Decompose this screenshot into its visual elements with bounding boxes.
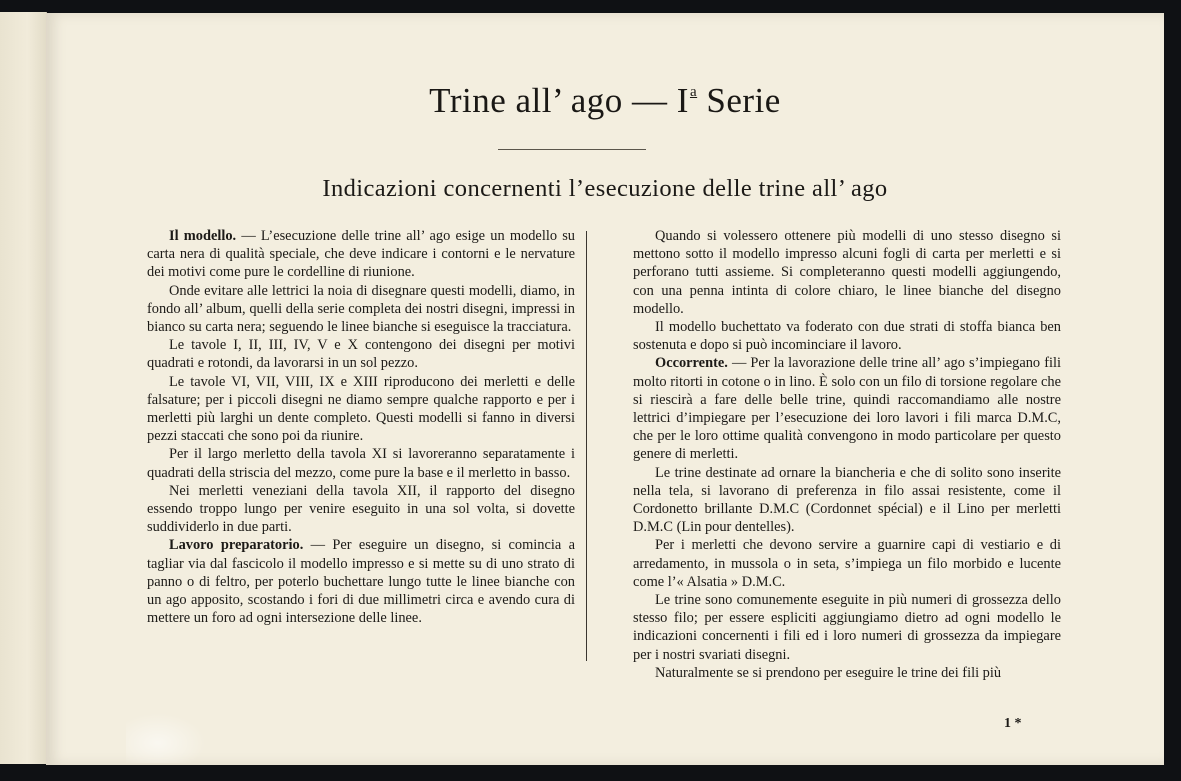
paragraph-text: Per i merletti che devono servire a guarnire capi di vestiario e di arredamento, in mussola o in seta, s’impiega un filo morbido e lucente come l’« Alsatia » D.M.C. <box>633 537 1061 590</box>
column-divider <box>586 231 587 661</box>
paragraph <box>633 591 1061 664</box>
paragraph <box>633 664 1061 682</box>
paragraph-text: Le trine destinate ad ornare la biancheria e che di solito sono inserite nella tela, si lavorano di preferenza in filo assai resistente, come il Cordonetto brillante D.M.C (Cordonnet spécial) e il Lino per merletti D.M.C (Lin pour dentelles). <box>633 464 1061 536</box>
paragraph <box>147 482 575 537</box>
page-number: 1 * <box>1004 716 1022 731</box>
paragraph <box>147 373 575 446</box>
paragraph-heading: Lavoro preparatorio. <box>169 537 304 554</box>
page-subtitle: Indicazioni concernenti l’esecuzione delle trine all’ ago <box>322 175 888 202</box>
paragraph-text: — Per eseguire un disegno, si comincia a tagliar via dal fascicolo il modello impresso e si mette su di uno strato di panno o di feltro, per poterlo buchettare lungo tutte le linee bianche con un ago apposito, scostando i fori di due millimetri circa e avendo cura di mettere un foro ad ogni intersezione delle linee. <box>147 537 575 627</box>
paragraph-text: — L’esecuzione delle trine all’ ago esige un modello su carta nera di qualità speciale, che deve indicare i contorni e le nervature dei motivi come pure le cordelline di riunione. <box>147 228 575 281</box>
paragraph-text: Nei merletti veneziani della tavola XII, il rapporto del disegno essendo troppo lungo per venire eseguito in una sol volta, si dovette suddividerlo in due parti. <box>147 482 575 536</box>
paragraph <box>147 445 575 481</box>
right-column <box>633 227 1061 682</box>
paragraph-text: — Per la lavorazione delle trine all’ ago s’impiegano fili molto ritorti in cotone o in lino. È solo con un filo di torsione regolare che si riescirà a fare delle belle trine, quindi raccomandiamo alle nostre lettrici d’impiegare per l’esecuzione dei loro lavori i fili marca D.M.C, che per le loro ottime qualità convengono in modo particolare per questo genere di merletti. <box>633 355 1061 463</box>
paragraph-text: Il modello buchettato va foderato con due strati di stoffa bianca ben sostenuta e dopo si può incominciare il lavoro. <box>633 319 1061 354</box>
title-serie: Serie <box>706 81 781 120</box>
paragraph-text: Onde evitare alle lettrici la noia di disegnare questi modelli, diamo, in fondo all’ album, quelli della serie completa dei nostri disegni, impressi in bianco su carta nera; seguendo le linee bianche si eseguisce la tracciatura. <box>147 282 575 336</box>
paragraph-text: Per il largo merletto della tavola XI si lavoreranno separatamente i quadrati della striscia del mezzo, come pure la base e il merletto in basso. <box>147 446 575 481</box>
paper-stain <box>126 713 206 763</box>
paragraph-text: Quando si volessero ottenere più modelli di uno stesso disegno si mettono sotto il modello impresso alcuni fogli di carta per merletti e si perforano tutti assieme. Si completeranno questi modelli aggiungendo, con una penna intinta di colore chiaro, le linee bianche del disegno modello. <box>633 228 1061 317</box>
paragraph <box>147 336 575 372</box>
book-page <box>46 13 1164 765</box>
left-column <box>147 227 575 627</box>
title-main: Trine all’ ago — I <box>429 81 689 120</box>
paragraph <box>633 354 1061 463</box>
paragraph <box>633 464 1061 537</box>
title-superscript: a <box>689 84 698 100</box>
paragraph <box>633 227 1061 318</box>
paragraph-heading: Il modello. <box>169 228 237 244</box>
paragraph-text: Le tavole I, II, III, IV, V e X contengono dei disegni per motivi quadrati e rotondi, da lavorarsi in un sol pezzo. <box>147 337 575 372</box>
paragraph <box>633 536 1061 591</box>
title-rule <box>498 149 646 150</box>
paragraph <box>147 536 575 627</box>
paragraph-text: Naturalmente se si prendono per eseguire le trine dei fili più <box>655 664 1002 681</box>
paragraph <box>147 282 575 337</box>
paragraph-heading: Occorrente. <box>655 355 728 372</box>
page-title <box>46 81 1164 121</box>
paragraph-text: Le tavole VI, VII, VIII, IX e XIII riproducono dei merletti e delle falsature; per i piccoli disegni ne diamo sempre qualche rapporto e per i merletti più larghi un dente completo. Questi modelli si fanno in diversi pezzi staccati che sono poi da riunire. <box>147 373 575 445</box>
paragraph <box>633 318 1061 354</box>
paragraph <box>147 227 575 282</box>
previous-page-edge <box>0 12 47 764</box>
paragraph-text: Le trine sono comunemente eseguite in più numeri di grossezza dello stesso filo; per essere espliciti aggiungiamo dietro ad ogni modello le indicazioni concernenti i fili ed i loro numeri di grossezza da impiegare per i nostri svariati disegni. <box>633 592 1061 663</box>
